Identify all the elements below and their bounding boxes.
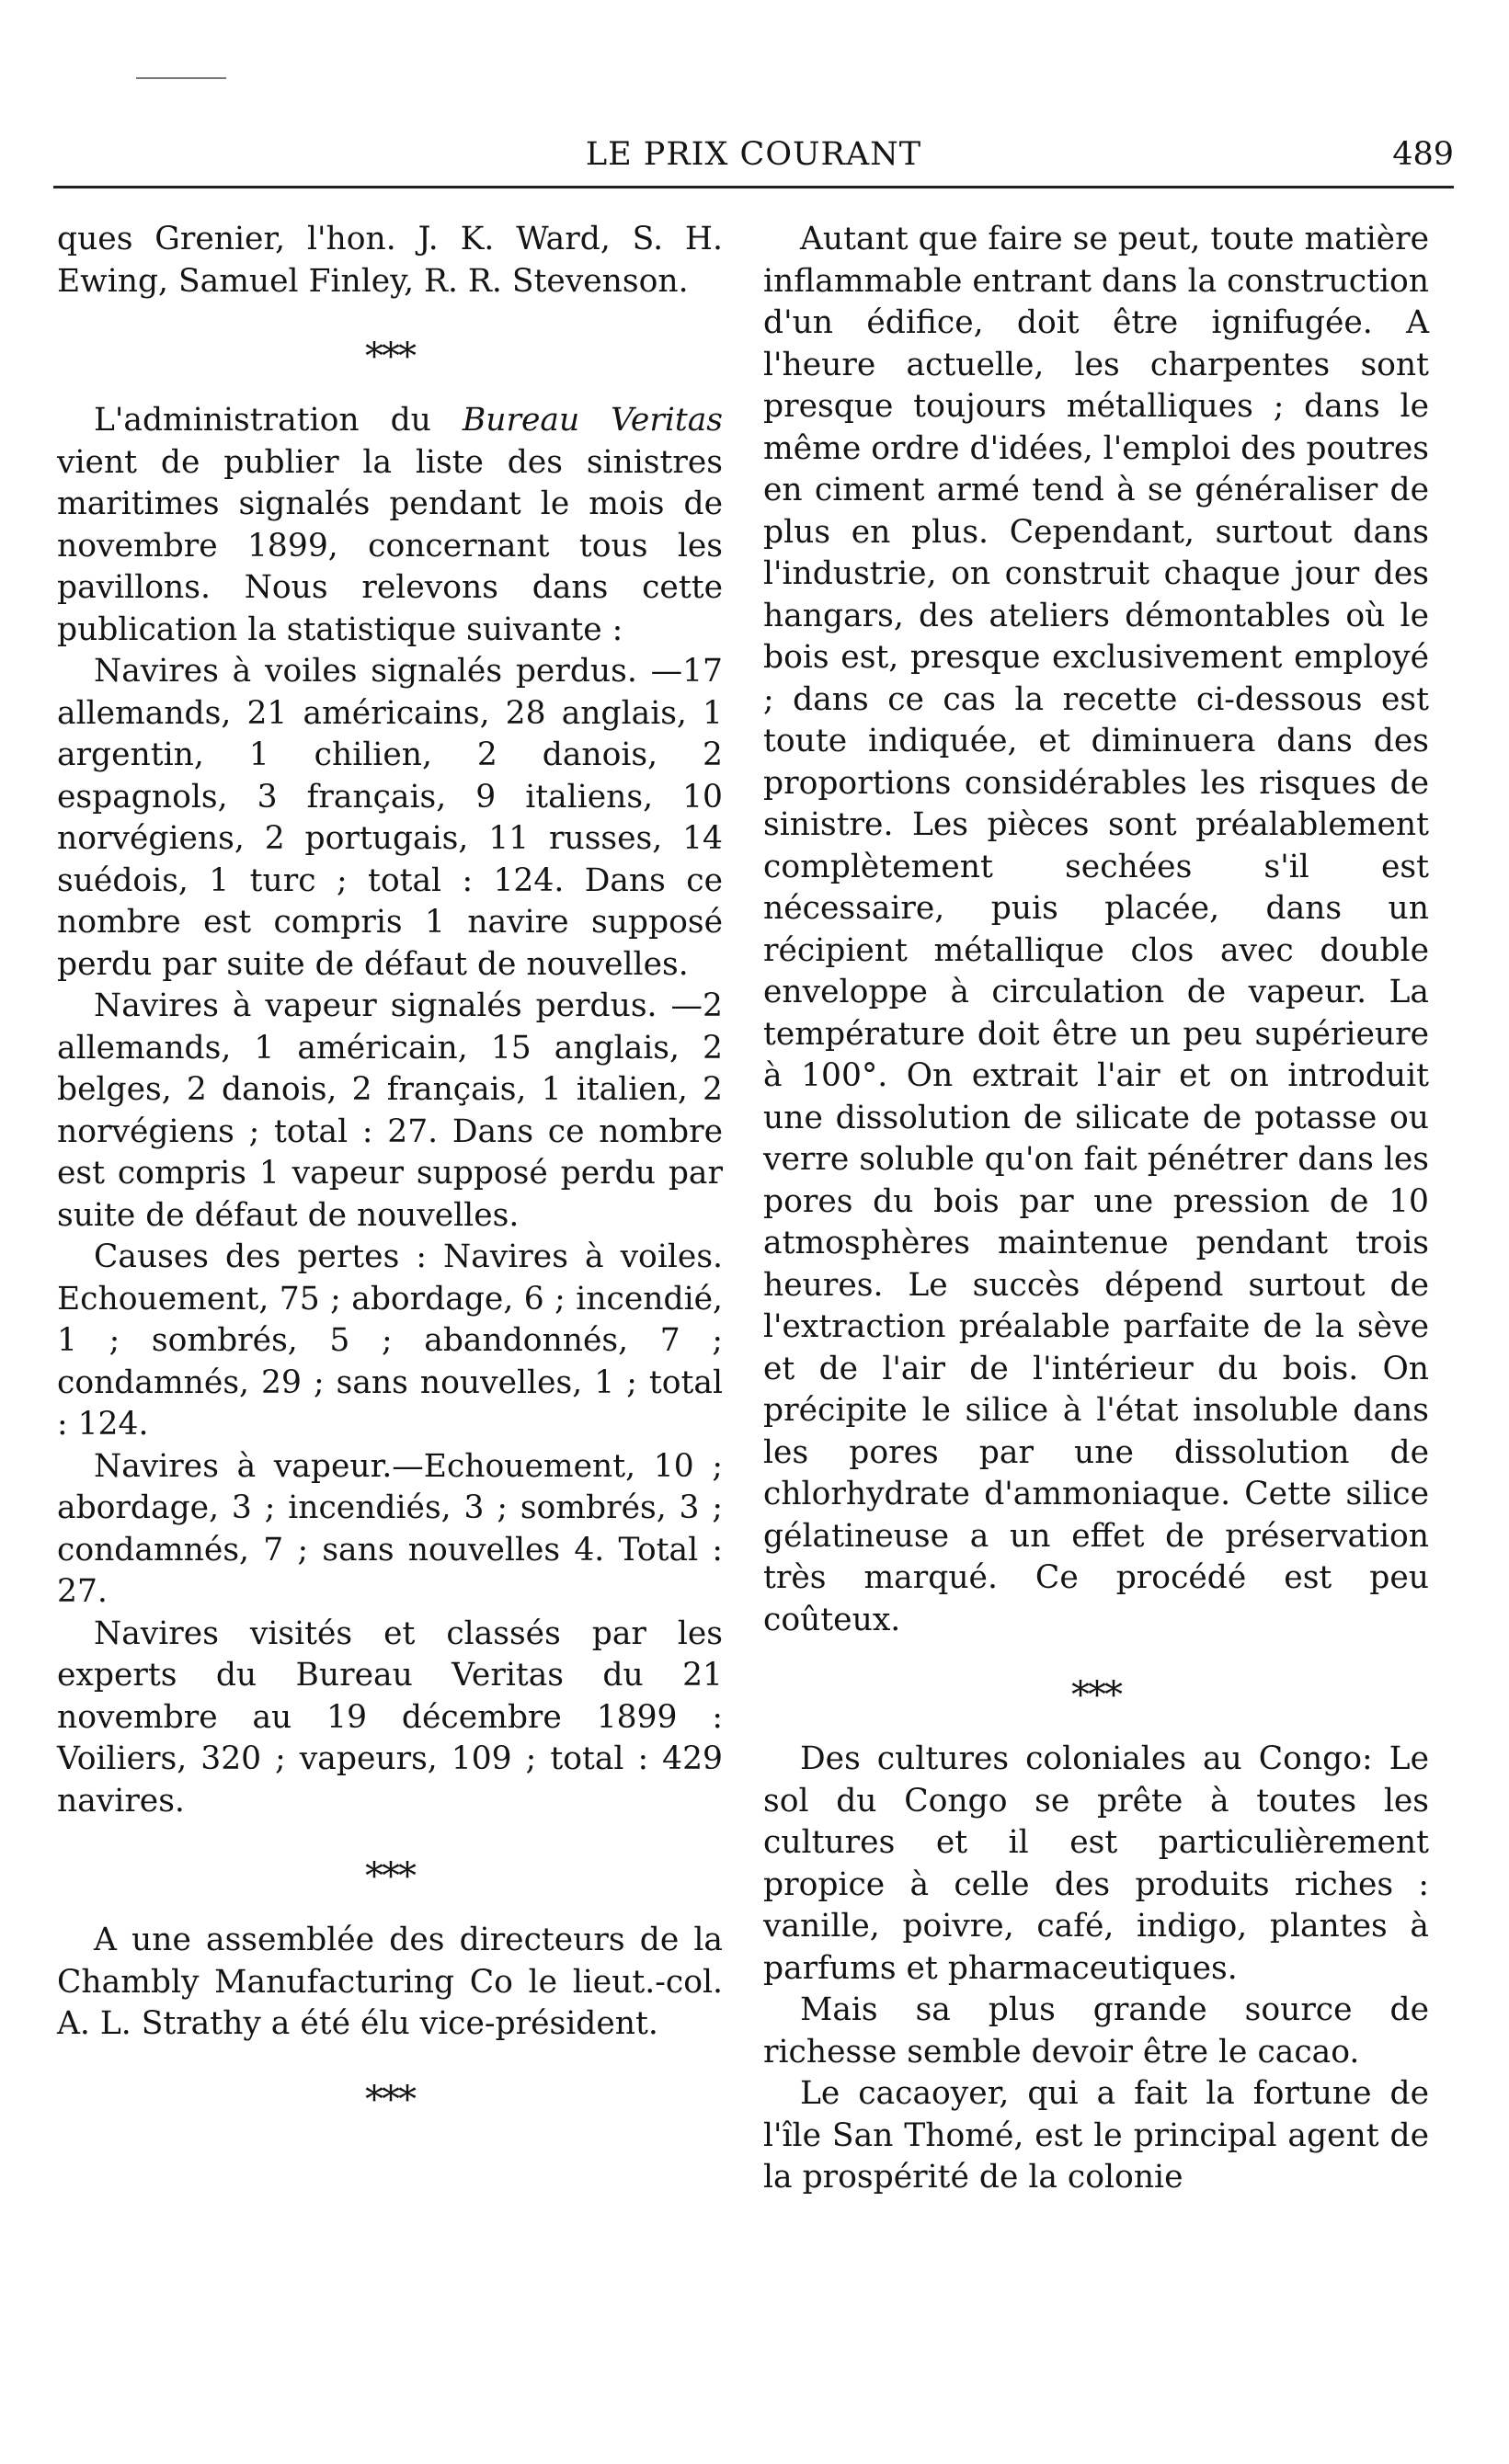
paragraph-ignifugation: Autant que faire se peut, toute matière inflammable entrant dans la construction d'un édifice, doit être ignifugée. A l'heure actuelle, les charpentes sont presque toujours métalliques ; dans le même ordre d'idées, l'emploi des poutres en ciment armé tend à se généraliser de plus en plus. Cependant, surtout dans l'industrie, on construit chaque jour des hangars, des ateliers démontables où le bois est, presque exclusivement employé ; dans ce cas la recette ci-dessous est toute indiquée, et diminuera dans des proportions considérables les risques de sinistre. Les pièces sont préalablement complètement sechées s'il est nécessaire, puis placée, dans un récipient métallique clos avec double enveloppe à circulation de vapeur. La température doit être un peu supérieure à 100°. On extrait l'air et on introduit une dissolution de silicate de potasse ou verre soluble qu'on fait pénétrer dans les pores du bois par une pression de 10 atmosphères maintenue pendant trois heures. Le succès dépend surtout de l'extraction préalable parfaite de la sève et de l'air de l'intérieur du bois. On précipite le silice à l'état insoluble dans les pores par une dissolution de chlorhydrate d'ammoniaque. Cette silice gélatineuse a un effet de préservation très marqué. Ce procédé est peu coûteux.	[763, 221, 1429, 1638]
paragraph-chambly: A une assemblée des directeurs de la Chambly Manufacturing Co le lieut.-col. A. L. Strathy a été élu vice-président.	[57, 1922, 723, 2042]
italic-bureau-veritas: Bureau Veritas	[462, 402, 723, 439]
paragraph-navires-vapeur: Navires à vapeur.—Echouement, 10 ; abordage, 3 ; incendiés, 3 ; sombrés, 3 ; condamnés, 7 ; sans nouvelles 4. Total : 27.	[57, 1447, 723, 1610]
paragraph-cacaoyer: Le cacaoyer, qui a fait la fortune de l'île San Thomé, est le principal agent de la prospérité de la colonie	[763, 2075, 1429, 2196]
asterism-divider: ***	[365, 336, 415, 378]
paragraph-cacao: Mais sa plus grande source de richesse semble devoir être le cacao.	[763, 1991, 1429, 2070]
paragraph-cultures-congo: Des cultures coloniales au Congo: Le sol du Congo se prête à toutes les cultures et il est particulièrement propice à celle des produits riches : vanille, poivre, café, indigo, plantes à parfums et pharmaceutiques.	[763, 1740, 1429, 1987]
page-number: 489	[1392, 136, 1454, 173]
paragraph-vapeur-perdus: Navires à vapeur signalés perdus. —2 allemands, 1 américain, 15 anglais, 2 belges, 2 danois, 2 français, 1 italien, 2 norvégiens ; total : 27. Dans ce nombre est compris 1 vapeur supposé perdu par suite de défaut de nouvelles.	[57, 987, 723, 1234]
top-ornament-rule	[136, 77, 226, 79]
text-segment: L'administration du	[94, 402, 463, 439]
page-header	[53, 129, 1454, 188]
right-column	[763, 219, 1429, 2199]
text-segment: vient de publier la liste des sinistres maritimes signalés pendant le mois de novembre 1899, concernant tous les pavillons. Nous relevons dans cette publication la statistique suivante :	[57, 443, 723, 648]
left-column	[57, 219, 723, 2143]
paragraph-stevenson: ques Grenier, l'hon. J. K. Ward, S. H. Ewing, Samuel Finley, R. R. Stevenson.	[57, 221, 723, 300]
paragraph-causes-pertes: Causes des pertes : Navires à voiles. Echouement, 75 ; abordage, 6 ; incendié, 1 ; sombrés, 5 ; abandonnés, 7 ; condamnés, 29 ; sans nouvelles, 1 ; total : 124.	[57, 1238, 723, 1443]
paragraph-voiles-perdus: Navires à voiles signalés perdus. —17 allemands, 21 américains, 28 anglais, 1 argentin, 1 chilien, 2 danois, 2 espagnols, 3 français, 9 italiens, 10 norvégiens, 2 portugais, 11 russes, 14 suédois, 1 turc ; total : 124. Dans ce nombre est compris 1 navire supposé perdu par suite de défaut de nouvelles.	[57, 653, 723, 983]
asterism-divider: ***	[365, 2078, 415, 2121]
asterism-divider: ***	[365, 1855, 415, 1898]
paragraph-navires-visites: Navires visités et classés par les experts du Bureau Veritas du 21 novembre au 19 décembre 1899 : Voiliers, 320 ; vapeurs, 109 ; total : 429 navires.	[57, 1614, 723, 1819]
running-title: LE PRIX COURANT	[585, 136, 922, 173]
asterism-divider: ***	[1071, 1674, 1121, 1717]
paragraph-bureau-veritas	[57, 400, 723, 651]
